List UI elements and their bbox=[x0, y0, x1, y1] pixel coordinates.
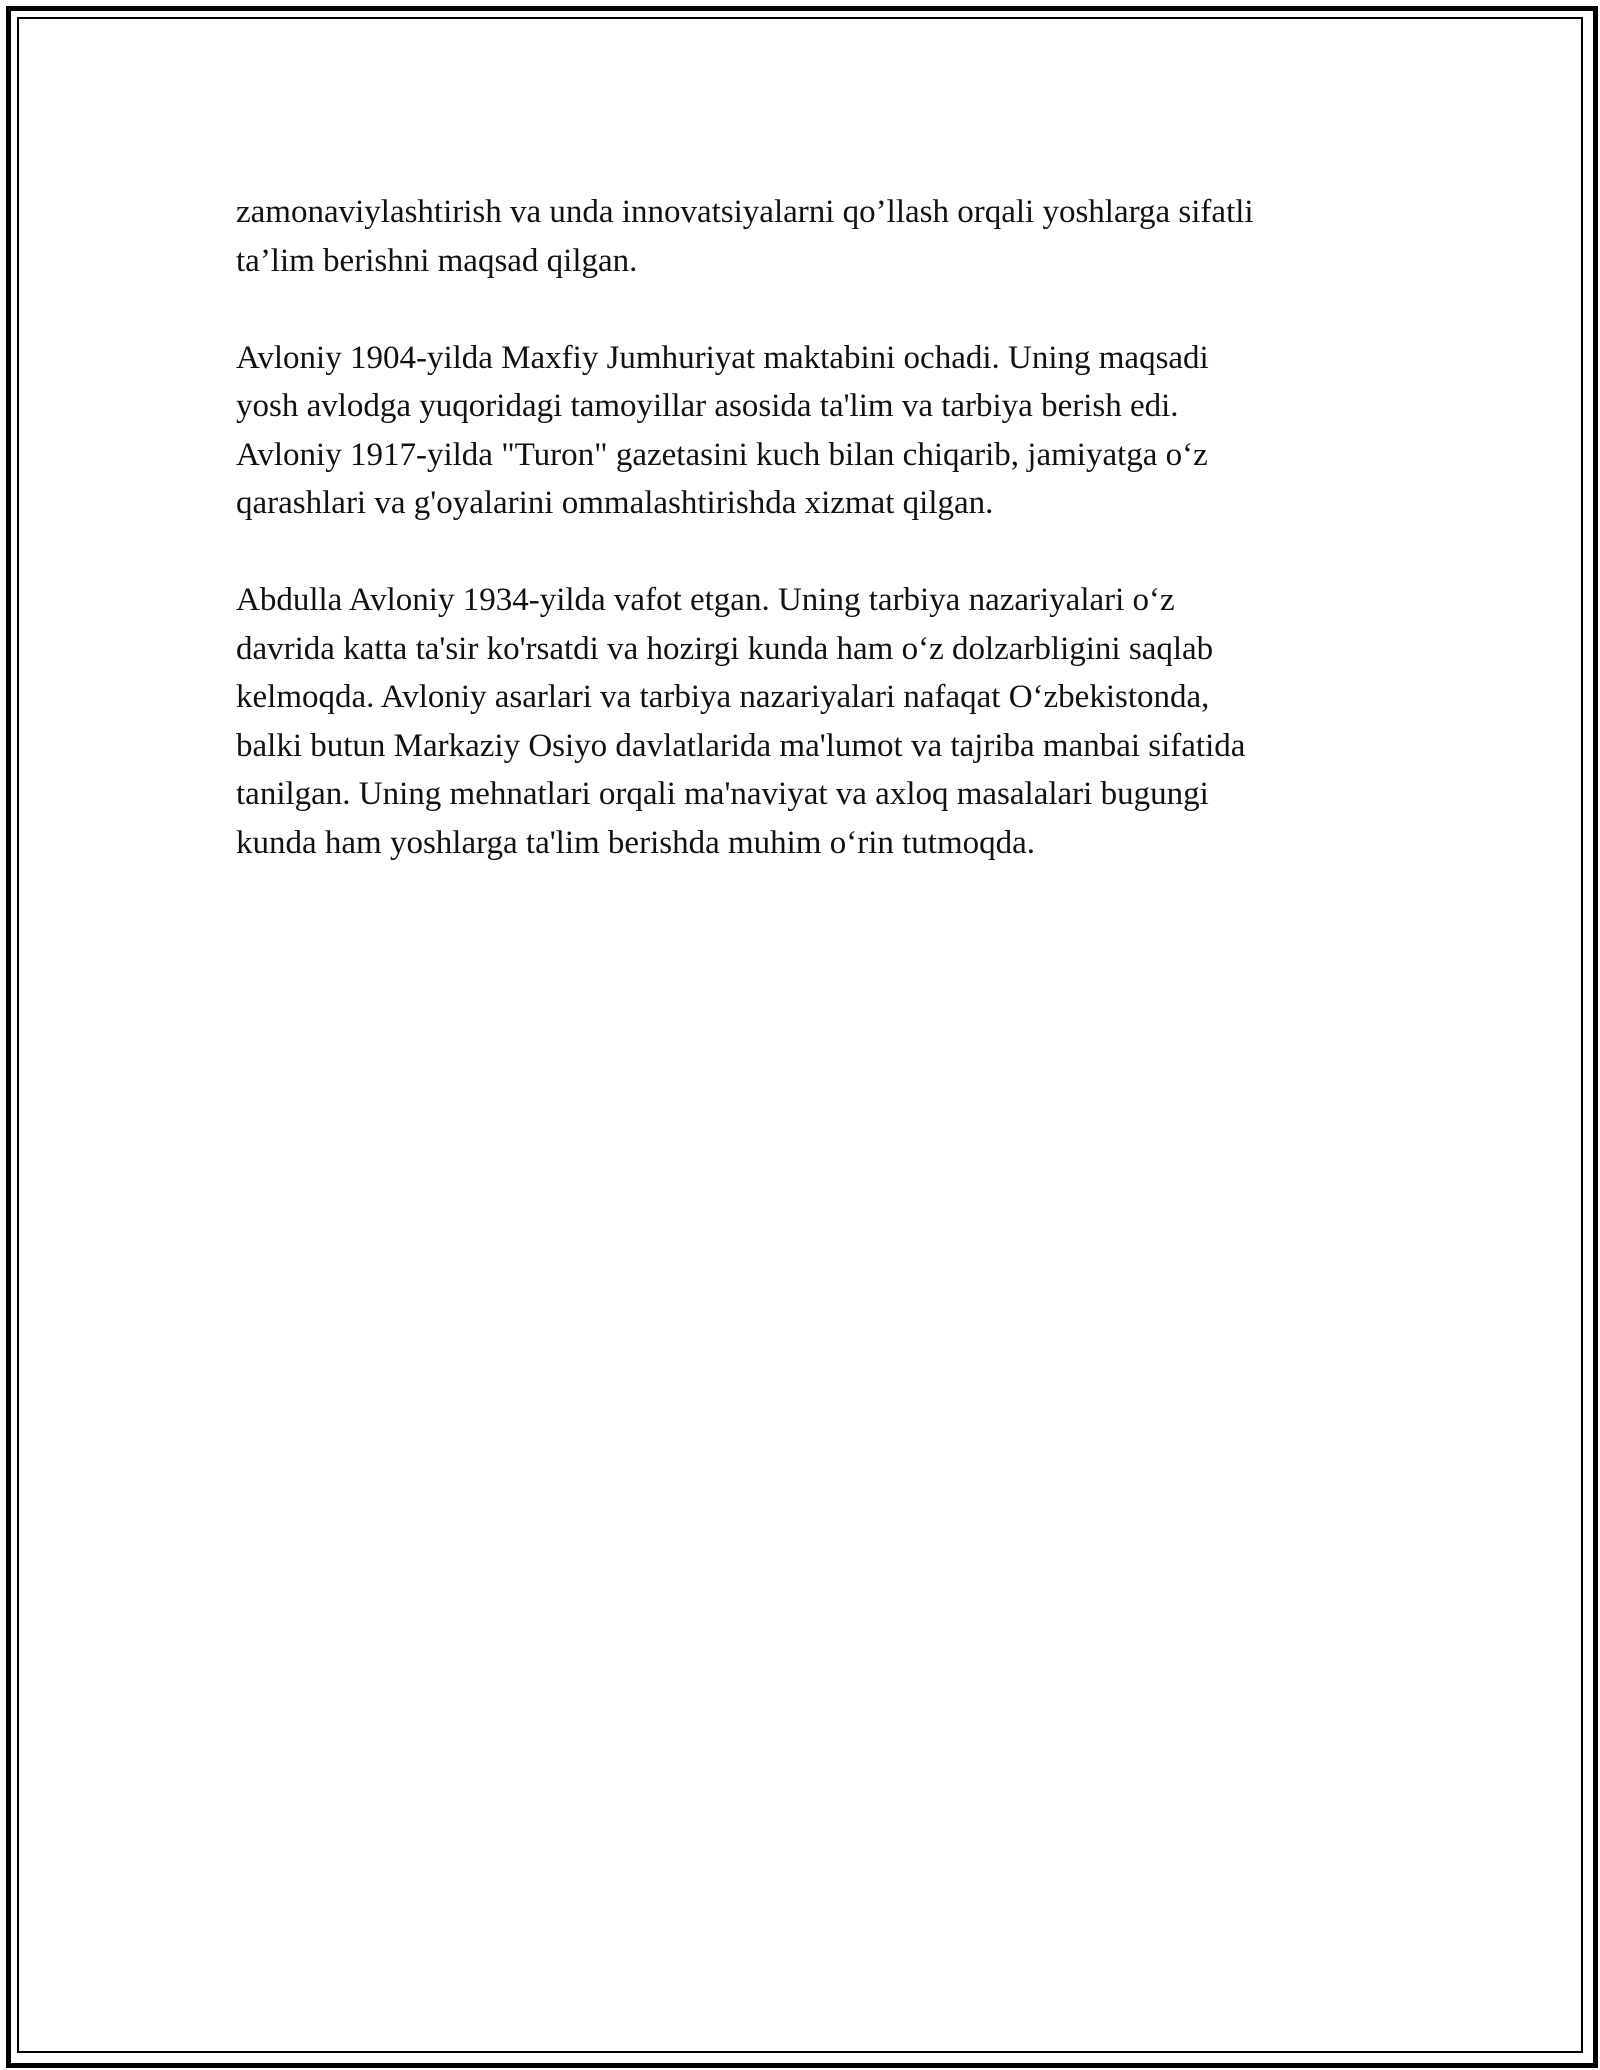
text-line: Avloniy 1904-yilda Maxfiy Jumhuriyat maktabini ochadi. Uning maqsadi bbox=[236, 339, 1209, 376]
text-line: balki butun Markaziy Osiyo davlatlarida ma'lumot va tajriba manbai sifatida bbox=[236, 727, 1246, 764]
text-line: tanilgan. Uning mehnatlari orqali ma'naviyat va axloq masalalari bugungi bbox=[236, 776, 1209, 812]
document-body bbox=[236, 188, 1381, 916]
text-line: ta’lim berishni maqsad qilgan. bbox=[236, 242, 638, 279]
text-line: yosh avlodga yuqoridagi tamoyillar asosida ta'lim va tarbiya berish edi. bbox=[236, 388, 1179, 424]
text-line: davrida katta ta'sir ko'rsatdi va hozirgi kunda ham o‘z dolzarbligini saqlab bbox=[236, 630, 1214, 667]
text-line: Abdulla Avloniy 1934-yilda vafot etgan. Uning tarbiya nazariyalari o‘z bbox=[236, 582, 1175, 618]
paragraph-3 bbox=[236, 576, 1381, 867]
text-line: kelmoqda. Avloniy asarlari va tarbiya nazariyalari nafaqat O‘zbekistonda, bbox=[236, 679, 1210, 715]
text-line: Avloniy 1917-yilda "Turon" gazetasini kuch bilan chiqarib, jamiyatga o‘z bbox=[236, 436, 1208, 473]
text-line: qarashlari va g'oyalarini ommalashtirishda xizmat qilgan. bbox=[236, 485, 994, 521]
text-line: kunda ham yoshlarga ta'lim berishda muhim o‘rin tutmoqda. bbox=[236, 824, 1036, 861]
paragraph-1 bbox=[236, 188, 1381, 285]
paragraph-2 bbox=[236, 334, 1381, 528]
text-line: zamonaviylashtirish va unda innovatsiyalarni qo’llash orqali yoshlarga sifatli bbox=[236, 194, 1254, 230]
